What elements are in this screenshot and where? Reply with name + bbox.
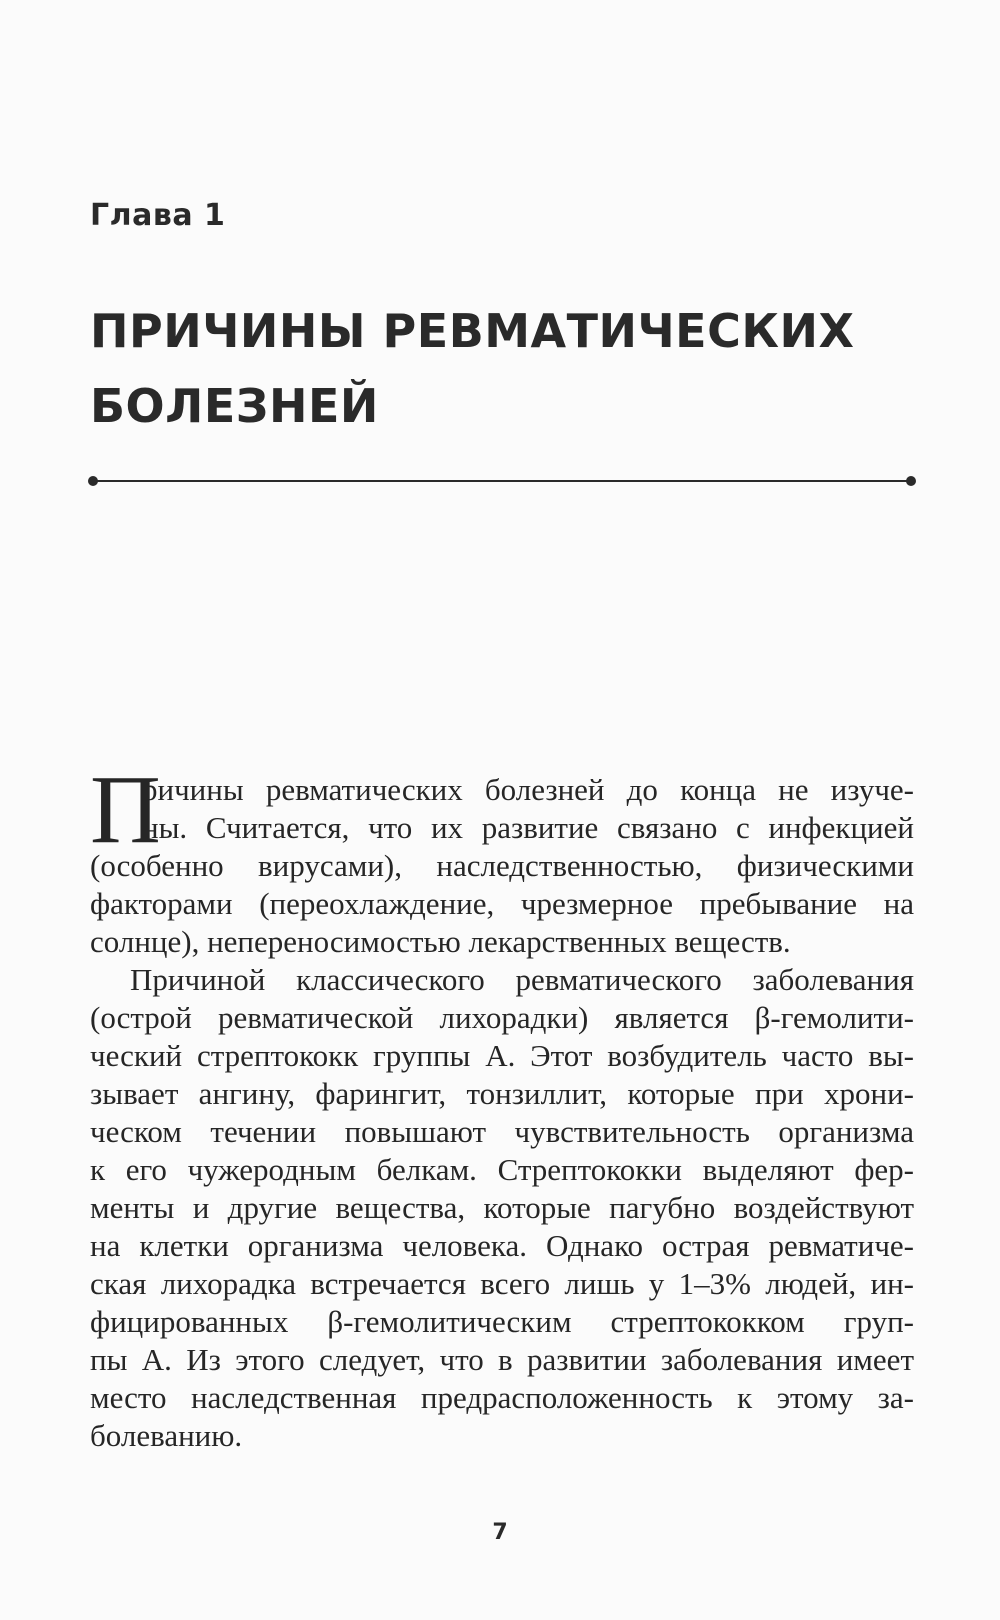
chapter-title-line: ПРИЧИНЫ РЕВМАТИЧЕСКИХ xyxy=(90,304,855,358)
text-line: зывает ангину, фарингит, тонзиллит, которые при хрони- xyxy=(90,1076,914,1111)
text-line: фицированных β-гемолитическим стрептококком груп- xyxy=(90,1304,914,1339)
text-line: на клетки организма человека. Однако острая ревматиче- xyxy=(90,1228,914,1263)
text-line: ская лихорадка встречается всего лишь у 1–3% людей, ин- xyxy=(90,1266,914,1301)
text-line: факторами (переохлаждение, чрезмерное пребывание на xyxy=(90,886,914,921)
text-line: Причиной классического ревматического заболевания xyxy=(130,962,914,997)
text-line: ческом течении повышают чувствительность организма xyxy=(90,1114,914,1149)
body-text xyxy=(90,756,914,1455)
text-line: (острой ревматической лихорадки) является β-гемолити- xyxy=(90,1000,914,1035)
text-line: место наследственная предрасположенность к этому за- xyxy=(90,1380,914,1415)
chapter-label: Глава 1 xyxy=(90,198,226,233)
chapter-title xyxy=(90,294,910,444)
paragraph-2 xyxy=(90,961,914,1455)
text-line: ны. Считается, что их развитие связано с инфекцией xyxy=(142,810,914,845)
text-line: (особенно вирусами), наследственностью, физическими xyxy=(90,848,914,883)
chapter-title-line: БОЛЕЗНЕЙ xyxy=(90,379,379,433)
text-line: ческий стрептококк группы А. Этот возбудитель часто вы- xyxy=(90,1038,914,1073)
text-line: ричины ревматических болезней до конца не изуче- xyxy=(142,772,914,807)
page-number: 7 xyxy=(492,1520,508,1545)
divider-dot-right xyxy=(906,476,916,486)
paragraph-1 xyxy=(90,756,914,961)
text-line: пы А. Из этого следует, что в развитии заболевания имеет xyxy=(90,1342,914,1377)
drop-cap: П xyxy=(90,756,161,864)
text-line: солнце), непереносимостью лекарственных веществ. xyxy=(90,924,791,959)
text-line: к его чужеродным белкам. Стрептококки выделяют фер- xyxy=(90,1152,914,1187)
divider-rule xyxy=(94,480,910,482)
text-line: болеванию. xyxy=(90,1418,243,1453)
text-line: менты и другие вещества, которые пагубно воздействуют xyxy=(90,1190,914,1225)
chapter-divider xyxy=(88,474,916,488)
